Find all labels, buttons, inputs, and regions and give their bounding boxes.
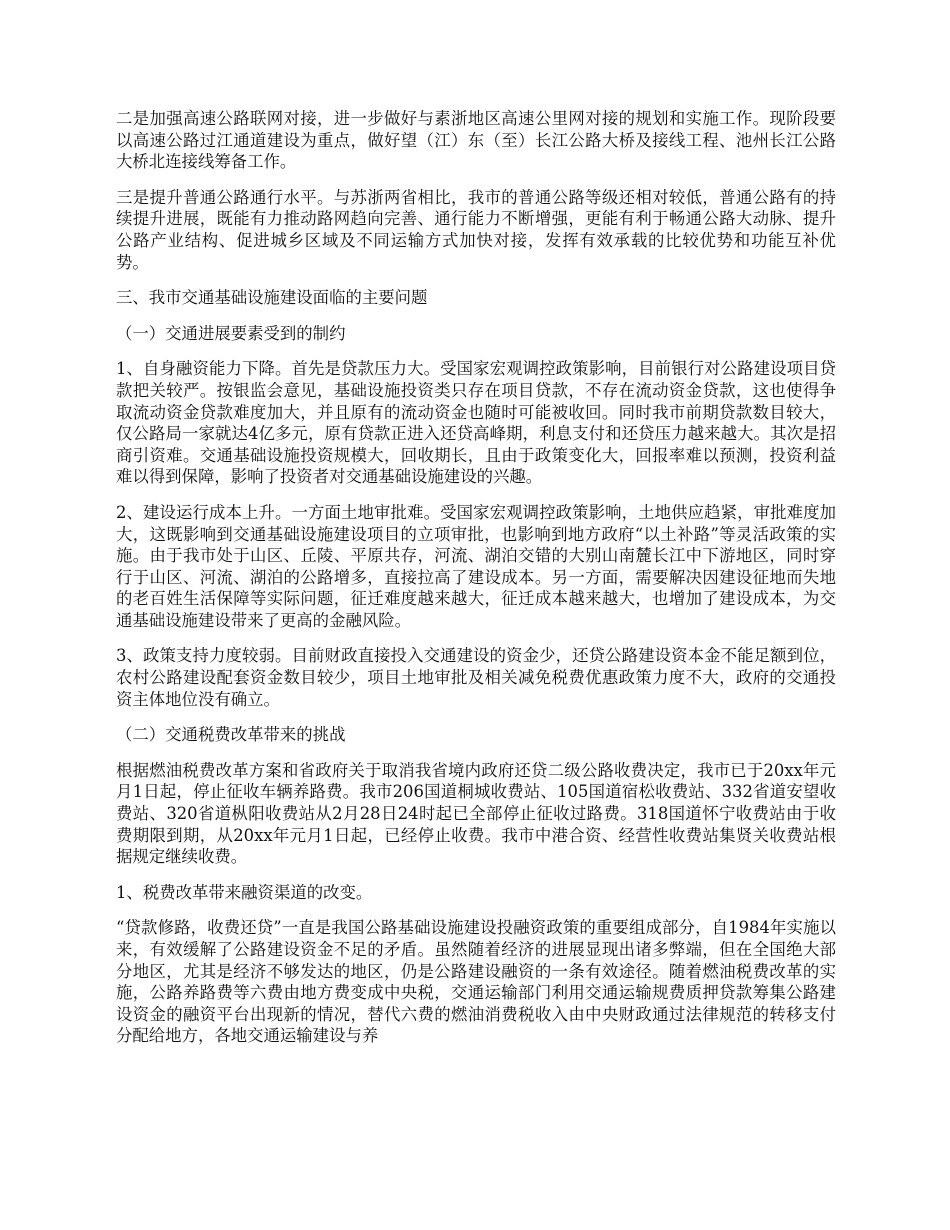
subsection-heading-tax-reform: （二）交通税费改革带来的挑战 <box>116 725 346 745</box>
paragraph-policy-support: 3、政策支持力度较弱。目前财政直接投入交通建设的资金少，还贷公路建设资本金不能足额到位，农村公路建设配套资金数目较少，项目土地审批及相关减免税费优惠政策力度不大，政府的交通投资主体地位没有确立。 <box>116 646 836 709</box>
paragraph-financing-capacity: 1、自身融资能力下降。首先是贷款压力大。受国家宏观调控政策影响，目前银行对公路建设项目贷款把关较严。按银监会意见，基础设施投资类只存在项目贷款，不存在流动资金贷款，这也使得争取流动资金贷款难度加大，并且原有的流动资金也随时可能被收回。同时我市前期贷款数目较大，仅公路局一家就达4亿多元，原有贷款正进入还贷高峰期，利息支付和还贷压力越来越大。其次是招商引资难。交通基础设施投资规模大，回收期长，且由于政策变化大，回报率难以预测，投资利益难以得到保障，影响了投资者对交通基础设施建设的兴趣。 <box>116 359 836 487</box>
paragraph-ordinary-roads: 三是提升普通公路通行水平。与苏浙两省相比，我市的普通公路等级还相对较低，普通公路有的持续提升进展，既能有力推动路网趋向完善、通行能力不断增强，更能有利于畅通公路大动脉、提升公路产业结构、促进城乡区域及不同运输方式加快对接，发挥有效承载的比较优势和功能互补优势。 <box>116 187 836 272</box>
subheading-financing-channels: 1、税费改革带来融资渠道的改变。 <box>116 882 373 902</box>
paragraph-loan-road-building: “贷款修路，收费还贷”一直是我国公路基础设施建设投融资政策的重要组成部分，自1984年实施以来，有效缓解了公路建设资金不足的矛盾。虽然随着经济的进展显现出诸多弊端，但在全国绝大部分地区，尤其是经济不够发达的地区，仍是公路建设融资的一条有效途径。随着燃油税费改革的实施，公路养路费等六费由地方费变成中央税，交通运输部门利用交通运输规费质押贷款筹集公路建设资金的融资平台出现新的情况，替代六费的燃油消费税收入由中央财政通过法律规范的转移支付分配给地方，各地交通运输建设与养 <box>116 918 836 1046</box>
document-page <box>116 108 836 1061</box>
paragraph-highway-network: 二是加强高速公路联网对接，进一步做好与素浙地区高速公里网对接的规划和实施工作。现阶段要以高速公路过江通道建设为重点，做好望（江）东（至）长江公路大桥及接线工程、池州长江公路大桥北连接线筹备工作。 <box>116 109 836 172</box>
subsection-heading-constraints: （一）交通进展要素受到的制约 <box>116 323 346 343</box>
paragraph-construction-costs: 2、建设运行成本上升。一方面土地审批难。受国家宏观调控政策影响，土地供应趋紧，审批难度加大，这既影响到交通基础设施建设项目的立项审批，也影响到地方政府“以土补路”等灵活政策的实施。由于我市处于山区、丘陵、平原共存，河流、湖泊交错的大别山南麓长江中下游地区，同时穿行于山区、河流、湖泊的公路增多，直接拉高了建设成本。另一方面，需要解决因建设征地而失地的老百姓生活保障等实际问题，征迁难度越来越大，征迁成本越来越大，也增加了建设成本，为交通基础设施建设带来了更高的金融风险。 <box>116 502 836 630</box>
section-heading-main-problems: 三、我市交通基础设施建设面临的主要问题 <box>116 288 428 308</box>
paragraph-toll-stations: 根据燃油税费改革方案和省政府关于取消我省境内政府还贷二级公路收费决定，我市已于20xx年元月1日起，停止征收车辆养路费。我市206国道桐城收费站、105国道宿松收费站、332省道安望收费站、320省道枞阳收费站从2月28日24时起已全部停止征收过路费。318国道怀宁收费站由于收费期限到期，从20xx年元月1日起，已经停止收费。我市中港合资、经营性收费站集贤关收费站根据规定继续收费。 <box>116 760 836 867</box>
